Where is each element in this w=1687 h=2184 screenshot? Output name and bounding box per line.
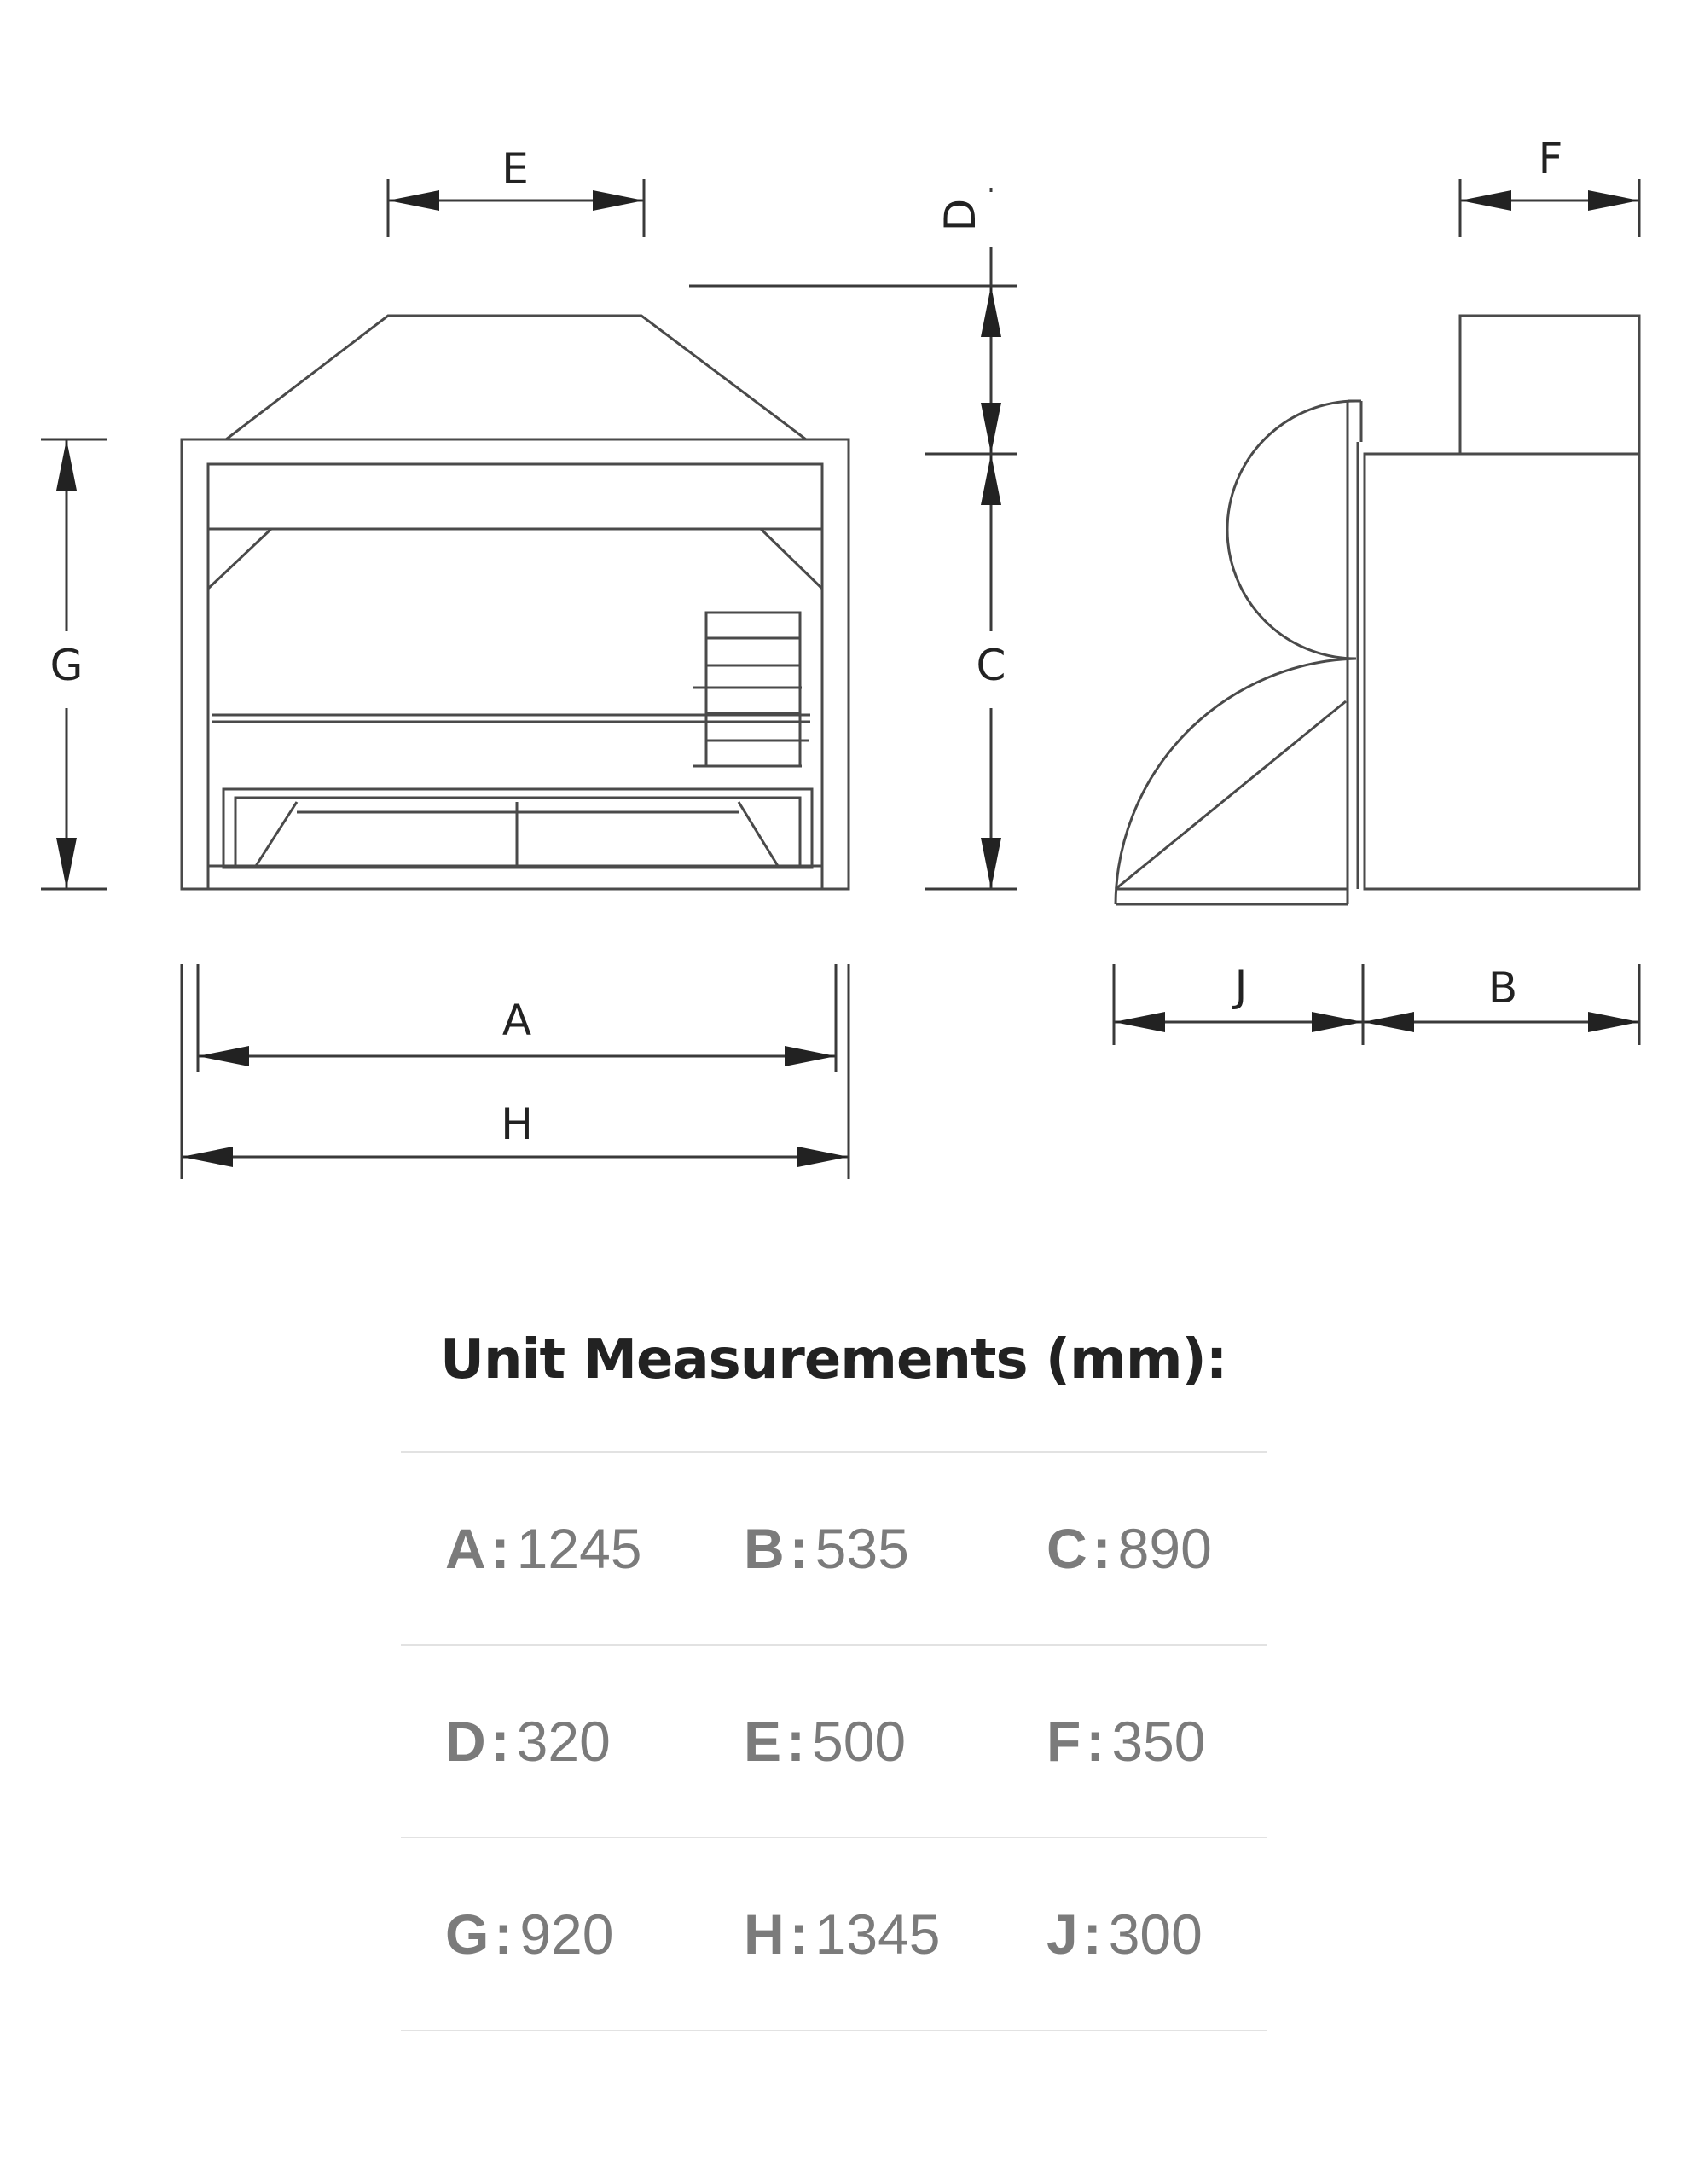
measurement-key: E: [744, 1710, 782, 1773]
measurement-key: J: [1046, 1902, 1078, 1966]
measurement-a: A: 1245: [445, 1517, 642, 1580]
measurement-value: 920: [519, 1902, 614, 1966]
measurement-f: F: 350: [1046, 1710, 1206, 1773]
measurements-table: [401, 1451, 1267, 2031]
measurement-value: 500: [812, 1710, 907, 1773]
measurement-key: A: [445, 1517, 486, 1580]
dim-label-c: C: [976, 641, 1006, 690]
front-corner-right: [761, 529, 822, 589]
front-grill-stand: [693, 613, 809, 766]
front-base: [208, 866, 822, 889]
measurement-value: 300: [1108, 1902, 1203, 1966]
dim-label-e: E: [501, 144, 529, 194]
side-door-lower: [1116, 659, 1356, 904]
measurement-d: D: 320: [445, 1710, 611, 1773]
measurement-value: 535: [815, 1517, 909, 1580]
front-lintel: [208, 464, 822, 529]
front-hood: [226, 316, 806, 439]
measurement-e: E: 500: [744, 1710, 907, 1773]
measurements-row: [401, 1646, 1267, 1838]
dimension-lines: [41, 179, 1639, 1179]
measurements-row: [401, 1838, 1267, 2031]
side-body: [1365, 454, 1639, 889]
measurement-key: D: [445, 1710, 486, 1773]
measurement-key: H: [744, 1902, 785, 1966]
measurement-value: 1345: [815, 1902, 941, 1966]
dim-label-f: F: [1538, 134, 1563, 183]
dim-label-j: J: [1234, 961, 1248, 1011]
front-view: [182, 316, 849, 889]
measurement-key: F: [1046, 1710, 1081, 1773]
measurement-g: G: 920: [445, 1902, 614, 1966]
dim-label-h: H: [501, 1100, 533, 1149]
measurements-row: [401, 1453, 1267, 1646]
measurement-value: 890: [1117, 1517, 1212, 1580]
measurement-key: G: [445, 1902, 490, 1966]
dim-label-g: G: [49, 641, 84, 690]
side-chimney: [1460, 316, 1639, 454]
side-door-upper: [1227, 401, 1356, 659]
front-corner-left: [208, 529, 271, 589]
measurement-key: B: [744, 1517, 785, 1580]
measurement-c: C: 890: [1046, 1517, 1212, 1580]
measurement-h: H: 1345: [744, 1902, 941, 1966]
dim-label-d: D: [936, 198, 985, 232]
measurement-value: 1245: [516, 1517, 642, 1580]
side-view: [1116, 316, 1639, 904]
measurement-b: B: 535: [744, 1517, 909, 1580]
unit-measurements-title: Unit Measurements (mm):: [440, 1328, 1227, 1391]
measurement-value: 350: [1111, 1710, 1206, 1773]
measurement-value: 320: [516, 1710, 611, 1773]
measurement-j: J: 300: [1046, 1902, 1203, 1966]
front-ash-tray: [223, 789, 812, 868]
measurement-key: C: [1046, 1517, 1087, 1580]
unit-measurements-section: [401, 1327, 1267, 2031]
dim-label-a: A: [501, 996, 532, 1045]
dim-label-b: B: [1487, 963, 1518, 1013]
